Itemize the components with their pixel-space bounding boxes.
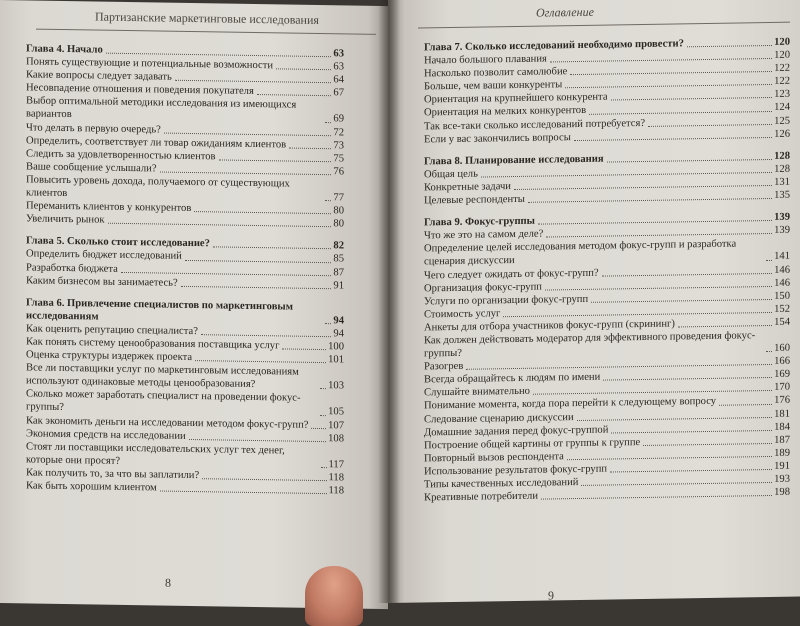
entry-title: Ориентация на мелких конкурентов: [424, 105, 587, 119]
entry-page-number: 166: [774, 355, 790, 368]
entry-page-number: 64: [333, 74, 344, 86]
entry-page-number: 141: [774, 251, 790, 263]
running-head: Оглавление: [536, 4, 594, 20]
dot-leader: [591, 299, 772, 303]
entry-page-number: 108: [328, 432, 344, 445]
dot-leader: [541, 495, 772, 500]
entry-page-number: 146: [774, 264, 790, 276]
entry-page-number: 100: [328, 341, 344, 353]
dot-leader: [574, 137, 772, 141]
dot-leader: [194, 211, 331, 214]
entry-title: Как понять систему ценообразования поставщика услуг: [26, 336, 280, 352]
entry-title: Переманить клиентов у конкурентов: [26, 200, 192, 215]
entry-page-number: 63: [333, 61, 344, 73]
entry-page-number: 139: [774, 224, 790, 237]
entry-title: Повторный вызов респондента: [424, 451, 564, 465]
entry-title: Так все-таки сколько исследований потребуется?: [424, 117, 646, 132]
entry-title: Стоят ли поставщики исследовательских услуг тех денег, которые они просят?: [26, 441, 285, 467]
dot-leader: [678, 325, 772, 327]
entry-title: Определить, соответствует ли товар ожиданиям клиентов: [26, 135, 287, 151]
entry-page-number: 126: [774, 128, 790, 140]
entry-title: Следить за удовлетворенностью клиентов: [26, 148, 216, 163]
entry-page-number: 87: [333, 266, 344, 278]
dot-leader: [610, 469, 772, 473]
entry-page-number: 101: [328, 354, 344, 366]
entry-title: Глава 9. Фокус-группы: [424, 215, 535, 229]
entry-page-number: 160: [774, 342, 790, 354]
dot-leader: [320, 415, 326, 416]
dot-leader: [719, 403, 772, 405]
page-number: 9: [548, 588, 554, 603]
dot-leader: [160, 491, 327, 495]
entry-page-number: 150: [774, 290, 790, 302]
entry-page-number: 118: [328, 485, 344, 497]
entry-page-number: 146: [774, 277, 790, 289]
dot-leader: [607, 159, 773, 163]
entry-page-number: 169: [774, 368, 790, 381]
entry-title: Понять существующие и потенциальные возможности: [26, 56, 274, 72]
entry-page-number: 191: [774, 460, 790, 472]
entry-title: Больше, чем ваши конкуренты: [424, 79, 563, 93]
entry-title: Каким бизнесом вы занимаетесь?: [26, 275, 178, 289]
toc-list: [26, 42, 344, 497]
dot-leader: [213, 247, 331, 250]
entry-title: Организация фокус-групп: [424, 281, 542, 295]
entry-title: Начало большого плавания: [424, 53, 547, 67]
dot-leader: [766, 351, 772, 352]
dot-leader: [589, 111, 772, 115]
book-gutter: [378, 0, 400, 603]
entry-title: Как должен действовать модератор для эффективного проведения фокус-группы?: [424, 330, 756, 360]
dot-leader: [257, 94, 332, 96]
dot-leader: [687, 45, 772, 47]
thumb: [305, 566, 363, 626]
entry-title: Глава 5. Сколько стоит исследование?: [26, 235, 210, 250]
dot-leader: [219, 159, 332, 162]
dot-leader: [201, 334, 332, 337]
entry-title: Креативные потребители: [424, 490, 538, 504]
entry-page-number: 170: [774, 382, 790, 394]
dot-leader: [289, 147, 331, 149]
entry-title: Типы качественных исследований: [424, 477, 579, 491]
entry-page-number: 124: [774, 102, 790, 114]
entry-page-number: 125: [774, 115, 790, 127]
running-head: Партизанские маркетинговые исследования: [95, 9, 319, 28]
header-rule: [418, 22, 790, 29]
entry-page-number: 187: [774, 434, 790, 446]
dot-leader: [202, 478, 326, 481]
entry-page-number: 80: [333, 218, 344, 230]
entry-page-number: 117: [328, 458, 344, 471]
dot-leader: [164, 132, 332, 136]
dot-leader: [325, 122, 331, 123]
entry-title: Разработка бюджета: [26, 261, 118, 275]
entry-title: Ориентация на крупнейшего конкурента: [424, 91, 608, 106]
entry-page-number: 94: [333, 315, 344, 327]
dot-leader: [195, 360, 326, 363]
entry-page-number: 107: [328, 419, 344, 431]
entry-page-number: 176: [774, 395, 790, 407]
entry-page-number: 72: [333, 126, 344, 138]
entry-page-number: 189: [774, 447, 790, 459]
entry-title: Определение целей исследования методом фокус-групп и разработка сценария дискуссии: [424, 238, 737, 268]
dot-leader: [611, 97, 773, 101]
page-number: 8: [165, 575, 171, 590]
entry-title: Стоимость услуг: [424, 308, 501, 321]
entry-page-number: 80: [333, 205, 344, 217]
entry-page-number: 131: [774, 176, 790, 188]
dot-leader: [528, 198, 772, 203]
dot-leader: [160, 171, 332, 175]
entry-title: Выбор оптимальной методики исследования из имеющихся вариантов: [26, 95, 297, 121]
entry-title: Чего следует ожидать от фокус-групп?: [424, 267, 599, 281]
entry-title: Услуги по организации фокус-групп: [424, 293, 589, 308]
entry-title: Увеличить рынок: [26, 213, 105, 226]
dot-leader: [648, 124, 772, 127]
dot-leader: [282, 348, 326, 350]
entry-page-number: 128: [774, 163, 790, 175]
dot-leader: [175, 80, 332, 83]
entry-page-number: 122: [774, 62, 790, 75]
dot-leader: [189, 439, 326, 442]
entry-page-number: 128: [774, 150, 790, 162]
dot-leader: [766, 259, 772, 260]
dot-leader: [603, 377, 772, 381]
entry-title: Анкеты для отбора участников фокус-групп (скрининг): [424, 318, 675, 334]
entry-title: Какие вопросы следует задавать: [26, 69, 172, 83]
dot-leader: [325, 200, 331, 201]
entry-title: Несовпадение отношения и поведения покупателя: [26, 82, 254, 98]
entry-title: Как экономить деньги на исследовании методом фокус-групп?: [26, 414, 309, 431]
entry-title: Оценка структуры издержек проекта: [26, 349, 193, 364]
entry-title: Как получить то, за что вы заплатили?: [26, 467, 200, 482]
entry-title: Глава 8. Планирование исследования: [424, 153, 604, 168]
toc-list: [424, 36, 790, 505]
entry-title: Глава 7. Сколько исследований необходимо провести?: [424, 38, 684, 54]
entry-page-number: 118: [328, 472, 344, 484]
entry-page-number: 135: [774, 189, 790, 201]
entry-title: Определить бюджет исследований: [26, 248, 182, 263]
entry-page-number: 181: [774, 408, 790, 420]
entry-page-number: 76: [333, 166, 344, 178]
entry-title: Что делать в первую очередь?: [26, 121, 161, 136]
entry-title: Целевые респонденты: [424, 193, 525, 207]
dot-leader: [325, 323, 331, 324]
dot-leader: [321, 467, 327, 468]
entry-title: Использование результатов фокус-групп: [424, 463, 608, 478]
entry-title: Домашние задания перед фокус-группой: [424, 424, 609, 439]
entry-title: Конкретные задачи: [424, 181, 511, 194]
entry-page-number: 120: [774, 49, 790, 62]
entry-page-number: 139: [774, 211, 790, 224]
entry-title: Разогрев: [424, 360, 464, 373]
entry-page-number: 193: [774, 473, 790, 485]
entry-page-number: 85: [333, 253, 344, 265]
entry-title: Сколько может заработать специалист на проведении фокус-группы?: [26, 388, 301, 414]
entry-title: Насколько позволит самолюбие: [424, 66, 568, 80]
entry-page-number: 63: [333, 48, 344, 60]
entry-title: Глава 4. Начало: [26, 43, 103, 56]
entry-page-number: 67: [333, 87, 344, 99]
dot-leader: [602, 273, 773, 277]
entry-page-number: 73: [333, 139, 344, 152]
entry-page-number: 94: [333, 328, 344, 340]
entry-title: Экономия средств на исследовании: [26, 428, 186, 442]
dot-leader: [276, 69, 331, 71]
entry-page-number: 152: [774, 303, 790, 315]
entry-title: Понимание момента, когда пора перейти к следующему вопросу: [424, 396, 717, 412]
entry-title: Следование сценарию дискуссии: [424, 411, 574, 425]
entry-page-number: 123: [774, 89, 790, 101]
entry-page-number: 120: [774, 36, 790, 48]
dot-leader: [611, 430, 772, 434]
entry-title: Повысить уровень дохода, получаемого от существующих клиентов: [26, 174, 290, 200]
entry-page-number: 77: [333, 192, 344, 204]
dot-leader: [581, 482, 772, 486]
entry-page-number: 154: [774, 316, 790, 328]
entry-page-number: 198: [774, 486, 790, 499]
entry-page-number: 184: [774, 421, 790, 433]
dot-leader: [320, 388, 326, 389]
dot-leader: [108, 223, 332, 228]
entry-title: Общая цель: [424, 168, 478, 181]
right-page: [388, 0, 800, 603]
entry-title: Слушайте внимательно: [424, 386, 530, 399]
entry-title: Всегда обращайтесь к людям по имени: [424, 371, 601, 386]
dot-leader: [181, 286, 332, 289]
entry-page-number: 105: [328, 406, 344, 418]
entry-title: Если у вас закончились вопросы: [424, 131, 571, 146]
entry-page-number: 122: [774, 75, 790, 88]
left-page: [0, 0, 388, 609]
entry-title: Глава 6. Привлечение специалистов по маркетинговым исследованиям: [26, 297, 293, 323]
entry-title: Все ли поставщики услуг по маркетинговым исследованиям используют одинаковые методы ценообразования?: [26, 362, 299, 391]
entry-page-number: 75: [333, 152, 344, 165]
entry-title: Построение общей картины от группы к группе: [424, 436, 641, 452]
entry-title: Как быть хорошим клиентом: [26, 480, 157, 494]
entry-page-number: 82: [333, 240, 344, 252]
entry-page-number: 69: [333, 113, 344, 125]
header-rule: [36, 29, 376, 35]
dot-leader: [311, 428, 326, 429]
entry-title: Ваше сообщение услышали?: [26, 161, 157, 175]
entry-page-number: 91: [333, 279, 344, 291]
entry-title: Что же это на самом деле?: [424, 228, 544, 242]
dot-leader: [185, 259, 332, 262]
entry-page-number: 103: [328, 380, 344, 392]
entry-title: Как оценить репутацию специалиста?: [26, 323, 198, 337]
dot-leader: [643, 443, 772, 446]
